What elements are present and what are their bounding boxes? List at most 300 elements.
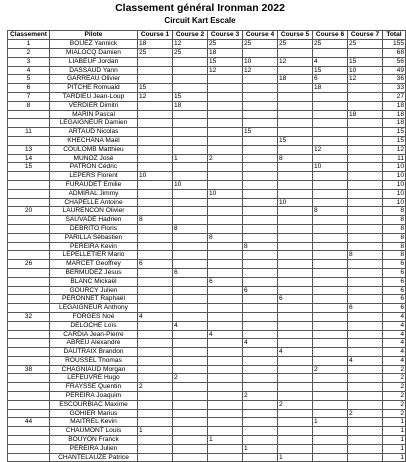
pilot-name-cell: PATRON Cédric [50, 163, 138, 172]
course-4-cell [243, 268, 278, 277]
course-6-cell [313, 295, 348, 304]
course-5-cell [278, 374, 313, 383]
course-2-cell: 6 [173, 268, 208, 277]
course-6-cell [313, 154, 348, 163]
course-7-cell: 12 [348, 75, 383, 84]
course-5-cell [278, 216, 313, 225]
header-total: Total [383, 31, 406, 40]
course-5-cell: 15 [278, 136, 313, 145]
course-6-cell: 4 [313, 57, 348, 66]
total-cell: 1 [383, 453, 406, 462]
course-1-cell [138, 136, 173, 145]
total-cell: 36 [383, 75, 406, 84]
course-3-cell: 2 [208, 154, 243, 163]
course-4-cell: 12 [243, 66, 278, 75]
course-2-cell [173, 312, 208, 321]
pilot-name-cell: FORGES Noé [50, 312, 138, 321]
total-cell: 8 [383, 207, 406, 216]
pilot-name-cell: COULOMB Matthieu [50, 145, 138, 154]
total-cell: 10 [383, 198, 406, 207]
course-5-cell [278, 224, 313, 233]
course-2-cell [173, 339, 208, 348]
total-cell: 18 [383, 110, 406, 119]
rank-cell [8, 136, 50, 145]
course-6-cell: 1 [313, 418, 348, 427]
course-4-cell [243, 418, 278, 427]
course-4-cell [243, 198, 278, 207]
table-row [8, 260, 406, 269]
course-7-cell [348, 163, 383, 172]
course-6-cell [313, 436, 348, 445]
total-cell: 2 [383, 392, 406, 401]
course-1-cell [138, 339, 173, 348]
total-cell: 6 [383, 295, 406, 304]
course-6-cell [313, 392, 348, 401]
course-3-cell: 10 [208, 189, 243, 198]
course-1-cell [138, 295, 173, 304]
course-7-cell [348, 374, 383, 383]
course-7-cell [348, 400, 383, 409]
course-5-cell [278, 180, 313, 189]
table-row [8, 330, 406, 339]
course-5-cell: 8 [278, 154, 313, 163]
total-cell: 2 [383, 374, 406, 383]
document-title: Classement général Ironman 2022 [115, 2, 285, 14]
course-5-cell [278, 251, 313, 260]
course-5-cell [278, 436, 313, 445]
course-4-cell [243, 154, 278, 163]
course-1-cell [138, 436, 173, 445]
course-7-cell [348, 321, 383, 330]
course-6-cell [313, 128, 348, 137]
course-6-cell [313, 427, 348, 436]
course-7-cell [348, 180, 383, 189]
table-row [8, 216, 406, 225]
course-7-cell [348, 268, 383, 277]
course-5-cell [278, 383, 313, 392]
course-4-cell [243, 312, 278, 321]
total-cell: 1 [383, 427, 406, 436]
rank-cell [8, 180, 50, 189]
course-7-cell: 25 [348, 40, 383, 49]
pilot-name-cell: CHANTELAUZE Patrice [50, 453, 138, 462]
course-1-cell [138, 207, 173, 216]
course-2-cell: 1 [173, 154, 208, 163]
total-cell: 4 [383, 356, 406, 365]
total-cell: 8 [383, 224, 406, 233]
total-cell: 155 [383, 40, 406, 49]
table-row [8, 392, 406, 401]
course-3-cell: 1 [208, 436, 243, 445]
course-2-cell [173, 400, 208, 409]
course-7-cell [348, 136, 383, 145]
course-2-cell [173, 119, 208, 128]
course-6-cell [313, 356, 348, 365]
course-1-cell: 8 [138, 216, 173, 225]
course-4-cell [243, 427, 278, 436]
course-6-cell [313, 348, 348, 357]
course-6-cell [313, 339, 348, 348]
table-row [8, 339, 406, 348]
course-1-cell: 25 [138, 49, 173, 58]
course-7-cell [348, 128, 383, 137]
course-3-cell [208, 251, 243, 260]
course-2-cell: 12 [173, 40, 208, 49]
course-6-cell [313, 119, 348, 128]
rank-cell: 32 [8, 312, 50, 321]
course-7-cell [348, 119, 383, 128]
course-4-cell [243, 383, 278, 392]
rank-cell: 6 [8, 84, 50, 93]
pilot-name-cell: PEREIRA Julien [50, 444, 138, 453]
rank-cell [8, 216, 50, 225]
course-1-cell [138, 119, 173, 128]
course-7-cell [348, 224, 383, 233]
course-6-cell [313, 400, 348, 409]
table-header-row [8, 31, 406, 40]
table-row [8, 49, 406, 58]
rank-cell [8, 392, 50, 401]
header-course-3: Course 3 [208, 31, 243, 40]
header-course-1: Course 1 [138, 31, 173, 40]
total-cell: 2 [383, 383, 406, 392]
pilot-name-cell: PITCHE Romuald [50, 84, 138, 93]
course-7-cell [348, 365, 383, 374]
table-row [8, 57, 406, 66]
course-3-cell: 8 [208, 233, 243, 242]
rank-cell [8, 224, 50, 233]
course-6-cell [313, 286, 348, 295]
course-3-cell [208, 418, 243, 427]
course-3-cell: 25 [208, 40, 243, 49]
table-row [8, 295, 406, 304]
table-row [8, 453, 406, 462]
course-2-cell [173, 453, 208, 462]
course-6-cell [313, 304, 348, 313]
total-cell: 6 [383, 260, 406, 269]
course-5-cell [278, 365, 313, 374]
total-cell: 1 [383, 444, 406, 453]
course-6-cell [313, 312, 348, 321]
course-3-cell [208, 268, 243, 277]
course-5-cell [278, 92, 313, 101]
course-6-cell [313, 101, 348, 110]
table-row [8, 312, 406, 321]
course-3-cell [208, 172, 243, 181]
course-5-cell [278, 444, 313, 453]
table-row [8, 383, 406, 392]
table-row [8, 66, 406, 75]
table-row [8, 233, 406, 242]
course-3-cell [208, 128, 243, 137]
table-row [8, 348, 406, 357]
course-2-cell [173, 260, 208, 269]
pilot-name-cell: MIALOCQ Damien [50, 49, 138, 58]
table-row [8, 40, 406, 49]
course-5-cell: 12 [278, 57, 313, 66]
course-1-cell [138, 110, 173, 119]
course-2-cell [173, 57, 208, 66]
course-4-cell [243, 374, 278, 383]
course-1-cell: 18 [138, 40, 173, 49]
course-5-cell [278, 163, 313, 172]
course-2-cell: 4 [173, 321, 208, 330]
course-2-cell [173, 409, 208, 418]
course-4-cell [243, 277, 278, 286]
total-cell: 2 [383, 400, 406, 409]
table-row [8, 268, 406, 277]
table-row [8, 418, 406, 427]
total-cell: 12 [383, 145, 406, 154]
table-row [8, 101, 406, 110]
course-4-cell [243, 189, 278, 198]
course-1-cell: 10 [138, 172, 173, 181]
course-3-cell [208, 304, 243, 313]
total-cell: 8 [383, 242, 406, 251]
pilot-name-cell: DELOCHE Loïs [50, 321, 138, 330]
pilot-name-cell: KHECHANA Maël [50, 136, 138, 145]
pilot-name-cell: GOURCY Julien [50, 286, 138, 295]
table-row [8, 409, 406, 418]
course-3-cell [208, 348, 243, 357]
course-5-cell [278, 277, 313, 286]
course-3-cell [208, 444, 243, 453]
pilot-name-cell: MARCET Geoffrey [50, 260, 138, 269]
course-2-cell: 15 [173, 92, 208, 101]
table-row [8, 110, 406, 119]
total-cell: 6 [383, 304, 406, 313]
course-2-cell [173, 304, 208, 313]
course-1-cell [138, 57, 173, 66]
pilot-name-cell: LEPELLETIER Mario [50, 251, 138, 260]
course-6-cell: 10 [313, 163, 348, 172]
total-cell: 10 [383, 180, 406, 189]
course-2-cell [173, 392, 208, 401]
course-7-cell: 2 [348, 409, 383, 418]
pilot-name-cell: LAURENCON Olivier [50, 207, 138, 216]
course-2-cell: 10 [173, 180, 208, 189]
course-6-cell: 6 [313, 75, 348, 84]
course-4-cell [243, 251, 278, 260]
course-4-cell [243, 92, 278, 101]
course-4-cell: 8 [243, 242, 278, 251]
course-4-cell: 2 [243, 392, 278, 401]
course-1-cell [138, 286, 173, 295]
course-7-cell [348, 444, 383, 453]
rank-cell [8, 330, 50, 339]
course-5-cell [278, 233, 313, 242]
course-4-cell [243, 304, 278, 313]
course-4-cell [243, 216, 278, 225]
header-course-5: Course 5 [278, 31, 313, 40]
course-2-cell [173, 75, 208, 84]
course-1-cell [138, 180, 173, 189]
table-row [8, 374, 406, 383]
total-cell: 4 [383, 312, 406, 321]
rank-cell: 3 [8, 57, 50, 66]
course-6-cell [313, 242, 348, 251]
course-2-cell [173, 198, 208, 207]
course-5-cell [278, 207, 313, 216]
rank-cell [8, 427, 50, 436]
rank-cell: 20 [8, 207, 50, 216]
course-1-cell [138, 268, 173, 277]
pilot-name-cell: PEREIRA Kevin [50, 242, 138, 251]
course-2-cell [173, 330, 208, 339]
course-3-cell: 12 [208, 66, 243, 75]
course-5-cell [278, 242, 313, 251]
course-4-cell [243, 348, 278, 357]
course-5-cell [278, 268, 313, 277]
rank-cell [8, 453, 50, 462]
course-3-cell [208, 321, 243, 330]
course-4-cell [243, 321, 278, 330]
course-3-cell [208, 119, 243, 128]
course-7-cell [348, 242, 383, 251]
pilot-name-cell: MARIN Pascal [50, 110, 138, 119]
total-cell: 8 [383, 233, 406, 242]
course-7-cell [348, 436, 383, 445]
course-1-cell [138, 444, 173, 453]
course-5-cell [278, 49, 313, 58]
course-1-cell: 4 [138, 312, 173, 321]
course-6-cell [313, 110, 348, 119]
course-2-cell [173, 189, 208, 198]
course-6-cell [313, 189, 348, 198]
course-1-cell [138, 251, 173, 260]
course-1-cell [138, 242, 173, 251]
course-7-cell [348, 427, 383, 436]
pilot-name-cell: ABREU Alexandre [50, 339, 138, 348]
table-body [8, 40, 406, 462]
course-2-cell [173, 110, 208, 119]
course-7-cell: 4 [348, 356, 383, 365]
table-row [8, 145, 406, 154]
pilot-name-cell: PARILLA Sébastien [50, 233, 138, 242]
course-2-cell [173, 66, 208, 75]
course-1-cell: 15 [138, 84, 173, 93]
rank-cell [8, 321, 50, 330]
course-3-cell [208, 180, 243, 189]
pilot-name-cell: VERDIER Dimitri [50, 101, 138, 110]
course-7-cell [348, 312, 383, 321]
total-cell: 6 [383, 277, 406, 286]
rank-cell [8, 400, 50, 409]
course-5-cell: 2 [278, 400, 313, 409]
course-4-cell [243, 207, 278, 216]
course-7-cell [348, 339, 383, 348]
total-cell: 15 [383, 128, 406, 137]
course-2-cell [173, 295, 208, 304]
course-1-cell [138, 400, 173, 409]
course-5-cell [278, 101, 313, 110]
course-3-cell [208, 84, 243, 93]
course-3-cell [208, 286, 243, 295]
course-3-cell [208, 163, 243, 172]
table-row [8, 84, 406, 93]
pilot-name-cell: DEBRITO Floris [50, 224, 138, 233]
total-cell: 18 [383, 119, 406, 128]
course-5-cell [278, 286, 313, 295]
course-7-cell [348, 216, 383, 225]
course-4-cell: 4 [243, 339, 278, 348]
rank-cell [8, 119, 50, 128]
course-2-cell [173, 365, 208, 374]
table-row [8, 277, 406, 286]
pilot-name-cell: DAUTRAIX Brandon [50, 348, 138, 357]
course-3-cell [208, 356, 243, 365]
course-6-cell: 8 [313, 207, 348, 216]
rank-cell: 13 [8, 145, 50, 154]
course-4-cell [243, 453, 278, 462]
course-2-cell [173, 128, 208, 137]
table-row [8, 136, 406, 145]
course-6-cell: 25 [313, 40, 348, 49]
course-7-cell [348, 92, 383, 101]
total-cell: 68 [383, 49, 406, 58]
course-3-cell [208, 312, 243, 321]
course-6-cell [313, 383, 348, 392]
course-7-cell [348, 49, 383, 58]
course-2-cell: 8 [173, 224, 208, 233]
rank-cell [8, 268, 50, 277]
course-7-cell [348, 154, 383, 163]
course-6-cell [313, 224, 348, 233]
course-7-cell: 8 [348, 251, 383, 260]
header-course-7: Course 7 [348, 31, 383, 40]
course-1-cell [138, 277, 173, 286]
rank-cell [8, 110, 50, 119]
course-6-cell [313, 330, 348, 339]
course-1-cell [138, 189, 173, 198]
header-course-2: Course 2 [173, 31, 208, 40]
course-1-cell: 6 [138, 260, 173, 269]
course-1-cell [138, 163, 173, 172]
course-3-cell [208, 374, 243, 383]
course-2-cell: 2 [173, 374, 208, 383]
course-2-cell [173, 251, 208, 260]
table-row [8, 119, 406, 128]
course-7-cell [348, 189, 383, 198]
course-5-cell [278, 84, 313, 93]
document-subtitle: Circuit Kart Escale [164, 16, 236, 25]
course-3-cell: 6 [208, 277, 243, 286]
course-2-cell [173, 145, 208, 154]
total-cell: 10 [383, 172, 406, 181]
course-4-cell [243, 233, 278, 242]
table-row [8, 444, 406, 453]
course-6-cell [313, 136, 348, 145]
pilot-name-cell: ARTAUD Nicolas [50, 128, 138, 137]
course-4-cell: 1 [243, 444, 278, 453]
course-7-cell: 18 [348, 110, 383, 119]
course-4-cell [243, 110, 278, 119]
table-row [8, 242, 406, 251]
course-4-cell [243, 163, 278, 172]
header-course-6: Course 6 [313, 31, 348, 40]
course-4-cell [243, 49, 278, 58]
course-1-cell [138, 66, 173, 75]
course-5-cell: 6 [278, 295, 313, 304]
rank-cell [8, 409, 50, 418]
course-4-cell [243, 356, 278, 365]
course-2-cell [173, 356, 208, 365]
course-3-cell [208, 110, 243, 119]
table-row [8, 75, 406, 84]
ranking-table [7, 30, 406, 462]
course-5-cell [278, 189, 313, 198]
course-3-cell [208, 216, 243, 225]
